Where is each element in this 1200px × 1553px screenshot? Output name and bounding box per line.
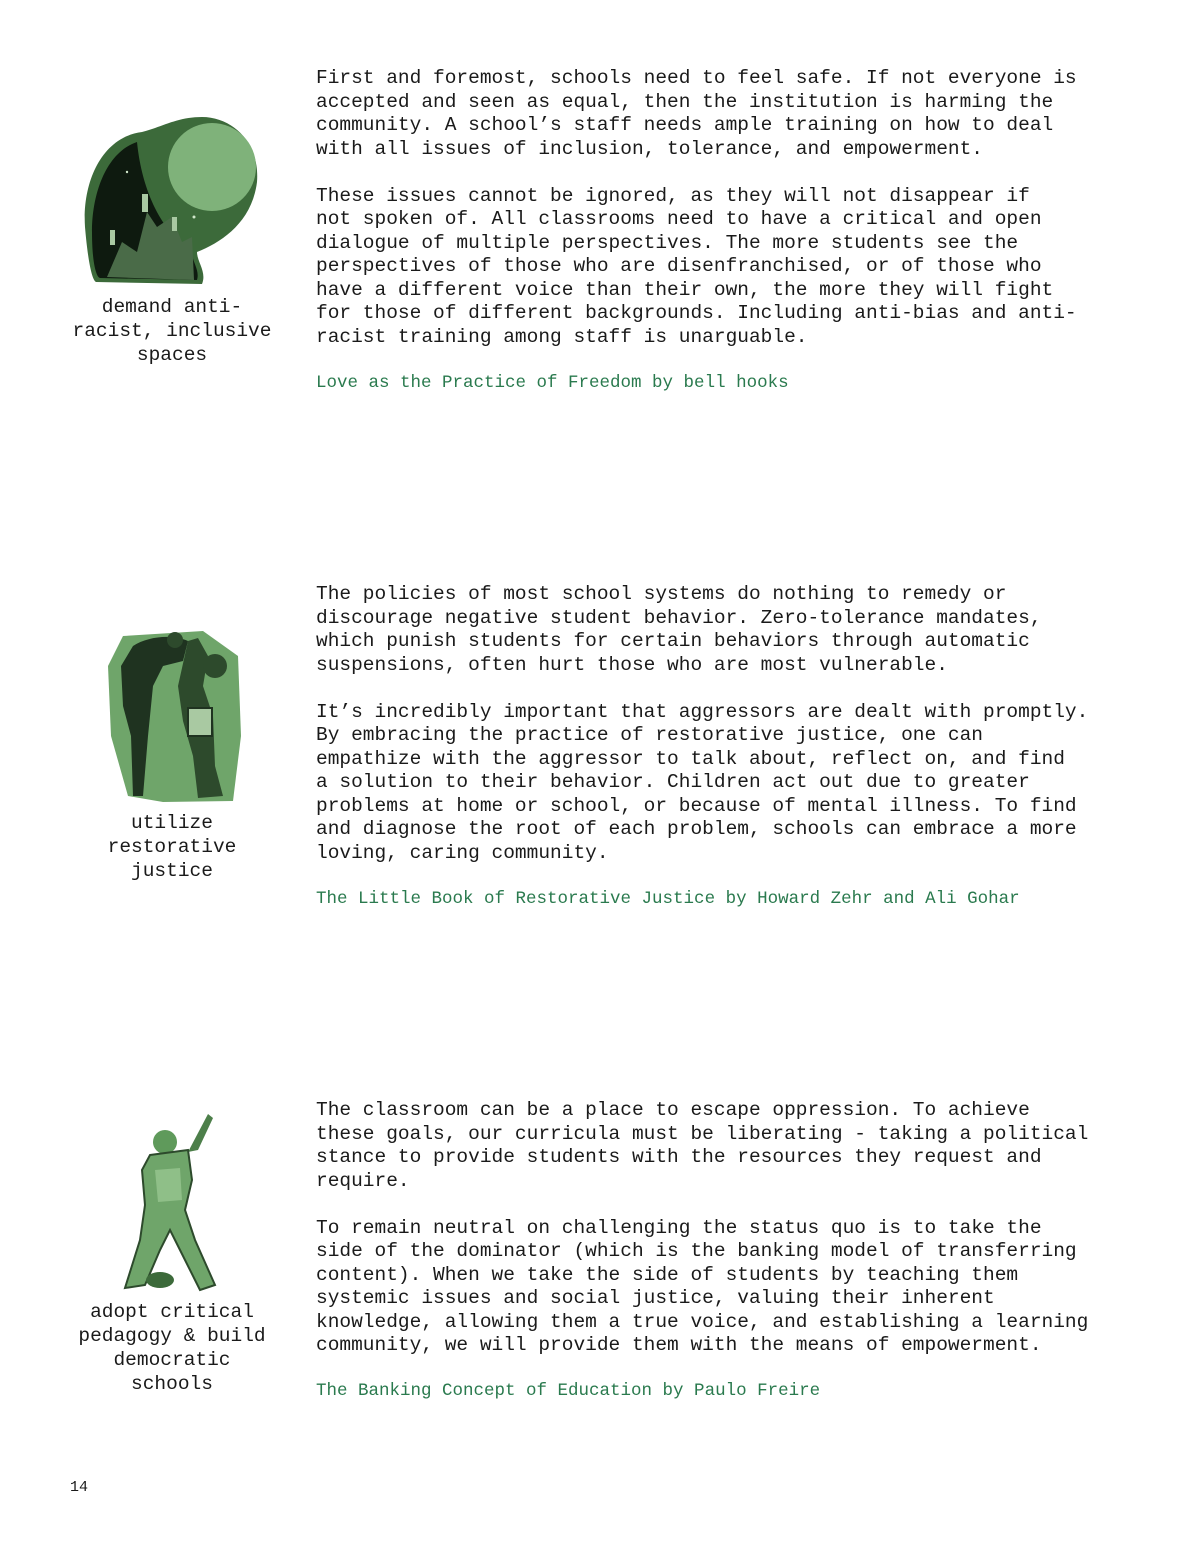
section-caption: adopt critical pedagogy & build democratic schools — [78, 1301, 266, 1395]
reference-link[interactable]: Love as the Practice of Freedom by bell hooks — [316, 372, 789, 393]
reference-link[interactable]: The Little Book of Restorative Justice by Howard Zehr and Ali Gohar — [316, 888, 1020, 909]
section-body — [316, 67, 1166, 395]
page-number: 14 — [70, 1479, 89, 1496]
paragraph: The classroom can be a place to escape oppression. To achieve these goals, our curricula must be liberating - taking a political stance to provide students with the resources they request and require. — [316, 1099, 1089, 1192]
section-caption: utilize restorative justice — [107, 812, 237, 882]
paragraph: First and foremost, schools need to feel safe. If not everyone is accepted and seen as equal, then the institution is harming the community. A school’s staff needs ample training on how to deal with all issues of inclusion, tolerance, and empowerment. — [316, 67, 1077, 160]
section-body — [316, 583, 1166, 911]
green-collage-robots-icon — [103, 626, 245, 804]
paragraph: These issues cannot be ignored, as they will not disappear if not spoken of. All classrooms need to have a critical and open dialogue of multiple perspectives. The more students see the perspectives of those who are disenfranchised, or of those who have a different voice than their own, the more they will fight for those of different backgrounds. Including anti-bias and anti- racist training among staff is unarguable. — [316, 184, 1077, 348]
green-collage-robot-pointing-icon — [120, 1110, 225, 1295]
reference-link[interactable]: The Banking Concept of Education by Paulo Freire — [316, 1381, 821, 1401]
section-caption: demand anti- racist, inclusive spaces — [72, 296, 272, 366]
green-collage-heart-moon-icon — [82, 112, 262, 287]
paragraph: It’s incredibly important that aggressors are dealt with promptly. By embracing the practice of restorative justice, one can empathize with the aggressor to talk about, reflect on, and find a solution to their behavior. Children act out due to greater problems at home or school, or because of mental illness. To find and diagnose the root of each problem, schools can embrace a more loving, caring community. — [316, 700, 1089, 864]
paragraph: The policies of most school systems do nothing to remedy or discourage negative student behavior. Zero-tolerance mandates, which punish students for certain behaviors through automatic suspensions, often hurt those who are most vulnerable. — [316, 583, 1042, 676]
section-body — [316, 1099, 1166, 1404]
paragraph: To remain neutral on challenging the status quo is to take the side of the dominator (which is the banking model of transferring content). When we take the side of students by teaching them systemic issues and social justice, valuing their inherent knowledge, allowing them a true voice, and establishing a learning community, we will provide them with the means of empowerment. — [316, 1216, 1089, 1356]
